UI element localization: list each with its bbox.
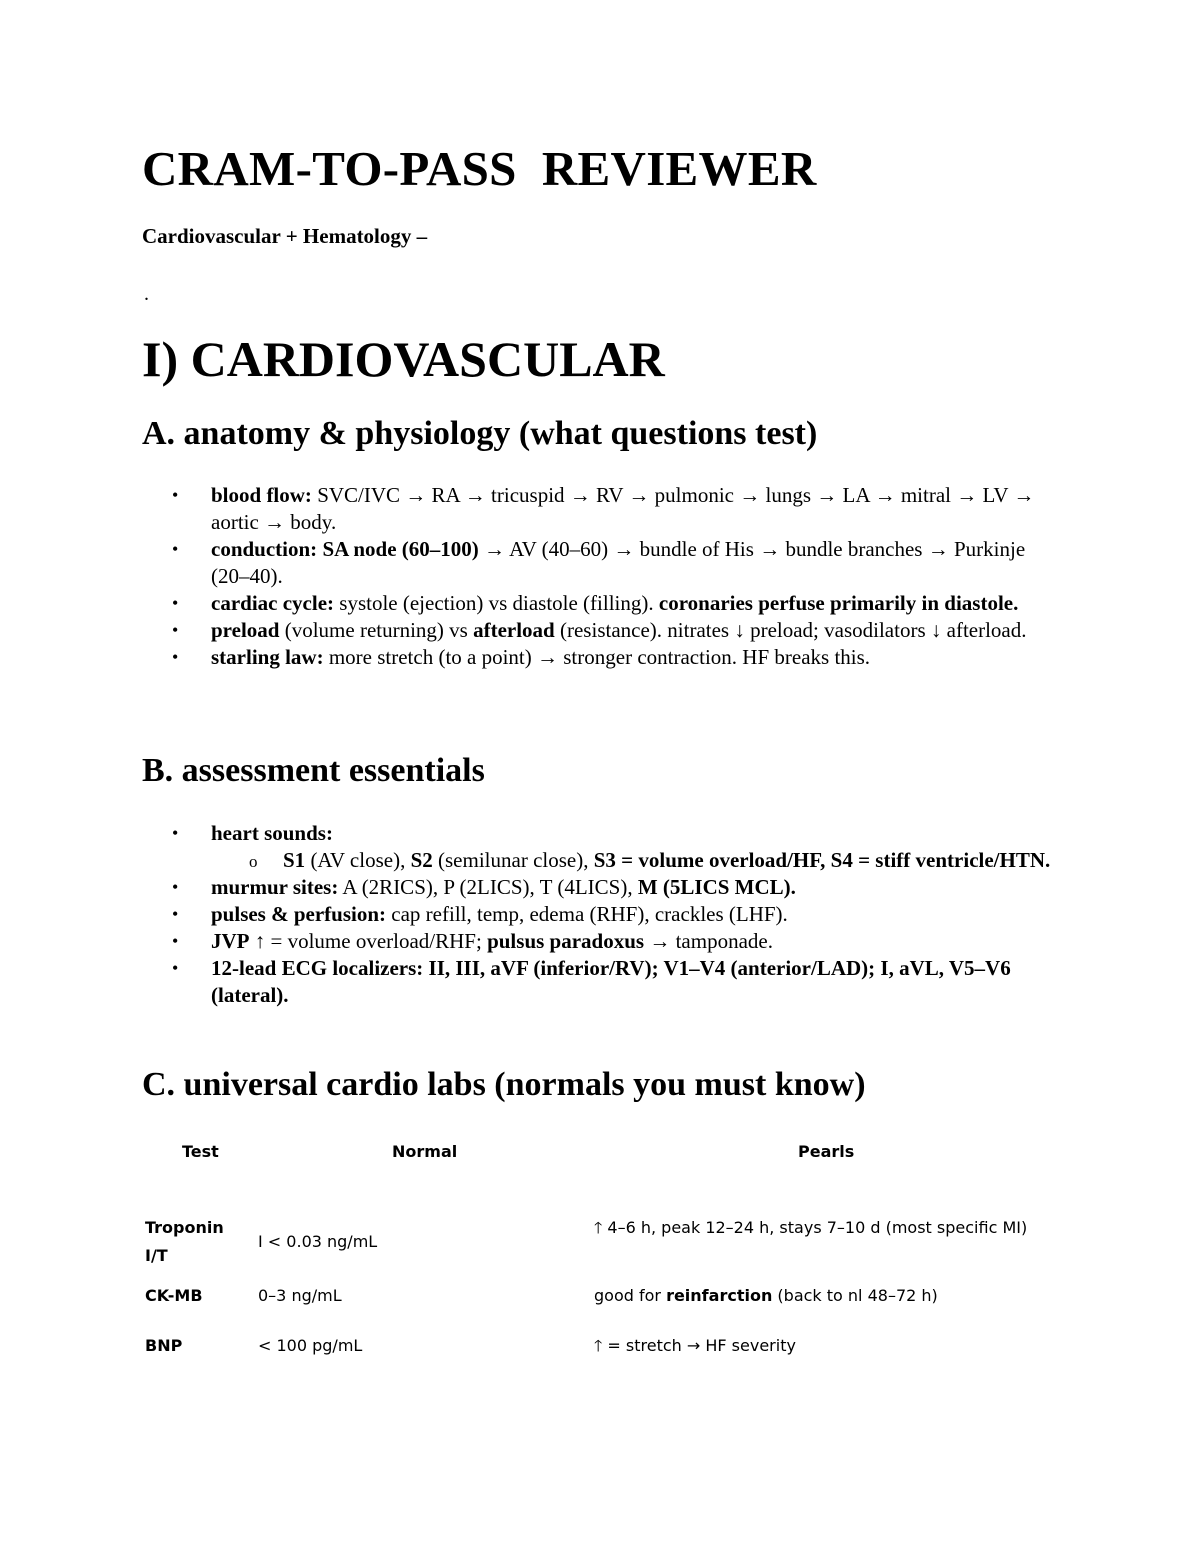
item-label: preload	[211, 618, 280, 642]
item-label: JVP	[211, 929, 250, 953]
section-heading-labs: C. universal cardio labs (normals you must know)	[142, 1066, 866, 1103]
s1-label: S1	[283, 848, 306, 872]
table-header-row	[142, 1138, 1072, 1166]
pearl-text: good for	[594, 1286, 667, 1305]
item-text: systole (ejection) vs diastole (filling).	[334, 591, 659, 615]
labs-table	[142, 1138, 1072, 1355]
cell-normal: < 100 pg/mL	[258, 1336, 363, 1355]
document-title: CRAM-TO-PASS REVIEWER	[142, 141, 817, 196]
section-heading-cardiovascular: I) CARDIOVASCULAR	[142, 331, 665, 387]
s1-text: (AV close),	[305, 848, 411, 872]
item-text: cap refill, temp, edema (RHF), crackles (LHF).	[386, 902, 788, 926]
list-item	[142, 820, 1062, 874]
item-emphasis: pulsus paradoxus	[487, 929, 645, 953]
cell-test: Troponin I/T	[145, 1218, 224, 1265]
sub-list-item	[211, 847, 1062, 874]
section-heading-assessment: B. assessment essentials	[142, 752, 485, 789]
list-item	[142, 874, 1062, 901]
item-label: conduction:	[211, 537, 318, 561]
s2-text: (semilunar close),	[432, 848, 594, 872]
table-row	[142, 1282, 1072, 1310]
document-subtitle: Cardiovascular + Hematology –	[142, 224, 428, 248]
item-emphasis: coronaries perfuse primarily in diastole.	[658, 591, 1019, 615]
s3-s4-text: S3 = volume overload/HF, S4 = stiff ventricle/HTN.	[593, 848, 1051, 872]
list-item	[142, 482, 1062, 536]
list-item	[142, 590, 1062, 617]
item-text: SVC/IVC → RA → tricuspid → RV → pulmonic → lungs → LA → mitral → LV → aortic → body.	[211, 483, 1035, 534]
heart-sounds-sublist	[211, 847, 1062, 874]
stray-mark: .	[144, 283, 149, 305]
item-text: A (2RICS), P (2LICS), T (4LICS),	[338, 875, 638, 899]
list-item	[142, 901, 1062, 928]
item-label: 12-lead ECG localizers: II, III, aVF (inferior/RV); V1–V4 (anterior/LAD); I, aVL, V5–V6 (lateral).	[211, 956, 1011, 1007]
item-label: murmur sites:	[211, 875, 339, 899]
list-item	[142, 617, 1062, 644]
cell-pearl: 🡑 4–6 h, peak 12–24 h, stays 7–10 d (most specific MI)	[594, 1218, 1028, 1237]
item-emphasis: SA node (60–100)	[317, 537, 479, 561]
item-text: (resistance). nitrates ↓ preload; vasodilators ↓ afterload.	[554, 618, 1027, 642]
table-row	[142, 1332, 1072, 1360]
item-label: heart sounds:	[211, 821, 333, 845]
item-label: blood flow:	[211, 483, 312, 507]
cell-test: CK-MB	[145, 1286, 203, 1305]
item-text: more stretch (to a point) → stronger contraction. HF breaks this.	[323, 645, 871, 669]
list-item	[142, 928, 1062, 955]
assessment-bullet-list	[142, 820, 1062, 1009]
item-text: → AV (40–60) → bundle of His → bundle branches → Purkinje (20–40).	[211, 537, 1026, 588]
list-item	[142, 955, 1062, 1009]
pearl-emphasis: reinfarction	[666, 1286, 773, 1305]
column-header-normal: Normal	[392, 1142, 458, 1161]
cell-pearl	[594, 1282, 1064, 1310]
item-text: ↑ = volume overload/RHF;	[249, 929, 488, 953]
item-label: cardiac cycle:	[211, 591, 335, 615]
item-emphasis: afterload	[473, 618, 555, 642]
cell-normal: 0–3 ng/mL	[258, 1286, 342, 1305]
column-header-test: Test	[182, 1142, 219, 1161]
s2-label: S2	[410, 848, 433, 872]
table-row	[142, 1214, 1072, 1270]
item-label: pulses & perfusion:	[211, 902, 387, 926]
list-item	[142, 536, 1062, 590]
item-text: (volume returning) vs	[279, 618, 474, 642]
cell-pearl: 🡑 = stretch → HF severity	[594, 1336, 796, 1355]
cell-test: BNP	[145, 1336, 183, 1355]
anatomy-bullet-list	[142, 482, 1062, 671]
section-heading-anatomy: A. anatomy & physiology (what questions test)	[142, 415, 818, 452]
list-item	[142, 644, 1062, 671]
column-header-pearls: Pearls	[798, 1142, 855, 1161]
cell-normal: I < 0.03 ng/mL	[258, 1232, 378, 1251]
pearl-text: (back to nl 48–72 h)	[772, 1286, 938, 1305]
item-emphasis: M (5LICS MCL).	[637, 875, 796, 899]
item-text: → tamponade.	[644, 929, 773, 953]
item-label: starling law:	[211, 645, 324, 669]
